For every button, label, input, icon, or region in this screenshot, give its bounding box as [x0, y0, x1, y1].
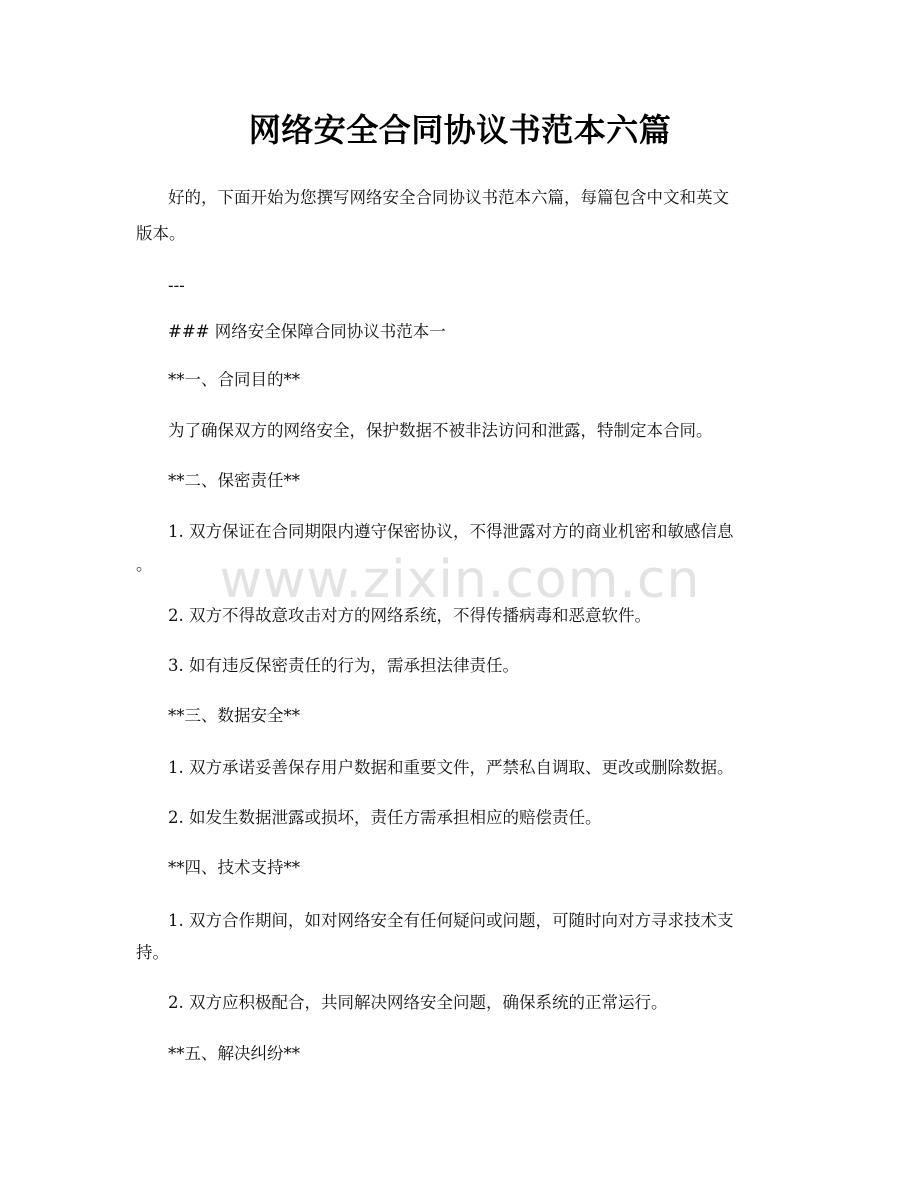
paragraph-line: 。 [136, 555, 153, 574]
paragraph-line: 2. 双方应积极配合，共同解决网络安全问题，确保系统的正常运行。 [168, 993, 668, 1012]
paragraph-line: 2. 如发生数据泄露或损坏，责任方需承担相应的赔偿责任。 [168, 808, 602, 827]
paragraph-line: 持。 [136, 943, 169, 962]
paragraph-line: 3. 如有违反保密责任的行为，需承担法律责任。 [168, 656, 519, 675]
clause-heading: **一、合同目的** [168, 370, 300, 389]
section-heading: ### 网络安全保障合同协议书范本一 [168, 322, 446, 341]
paragraph-line: 2. 双方不得故意攻击对方的网络系统，不得传播病毒和恶意软件。 [168, 606, 651, 625]
paragraph-line: 1. 双方合作期间，如对网络安全有任何疑问或问题，可随时向对方寻求技术支 [168, 911, 734, 930]
clause-heading: **五、解决纠纷** [168, 1044, 300, 1063]
clause-heading: **二、保密责任** [168, 471, 300, 490]
paragraph-line: 1. 双方承诺妥善保存用户数据和重要文件，严禁私自调取、更改或删除数据。 [168, 758, 734, 777]
watermark-text: www.zixin.com.cn [219, 550, 701, 610]
separator-line: --- [168, 276, 185, 295]
paragraph-line: 好的，下面开始为您撰写网络安全合同协议书范本六篇，每篇包含中文和英文 [168, 188, 729, 207]
document-title: 网络安全合同协议书范本六篇 [248, 111, 672, 149]
clause-heading: **三、数据安全** [168, 706, 300, 725]
paragraph-line: 1. 双方保证在合同期限内遵守保密协议，不得泄露对方的商业机密和敏感信息 [168, 522, 734, 541]
paragraph-line: 为了确保双方的网络安全，保护数据不被非法访问和泄露，特制定本合同。 [168, 421, 713, 440]
paragraph-line: 版本。 [136, 224, 186, 243]
clause-heading: **四、技术支持** [168, 858, 300, 877]
